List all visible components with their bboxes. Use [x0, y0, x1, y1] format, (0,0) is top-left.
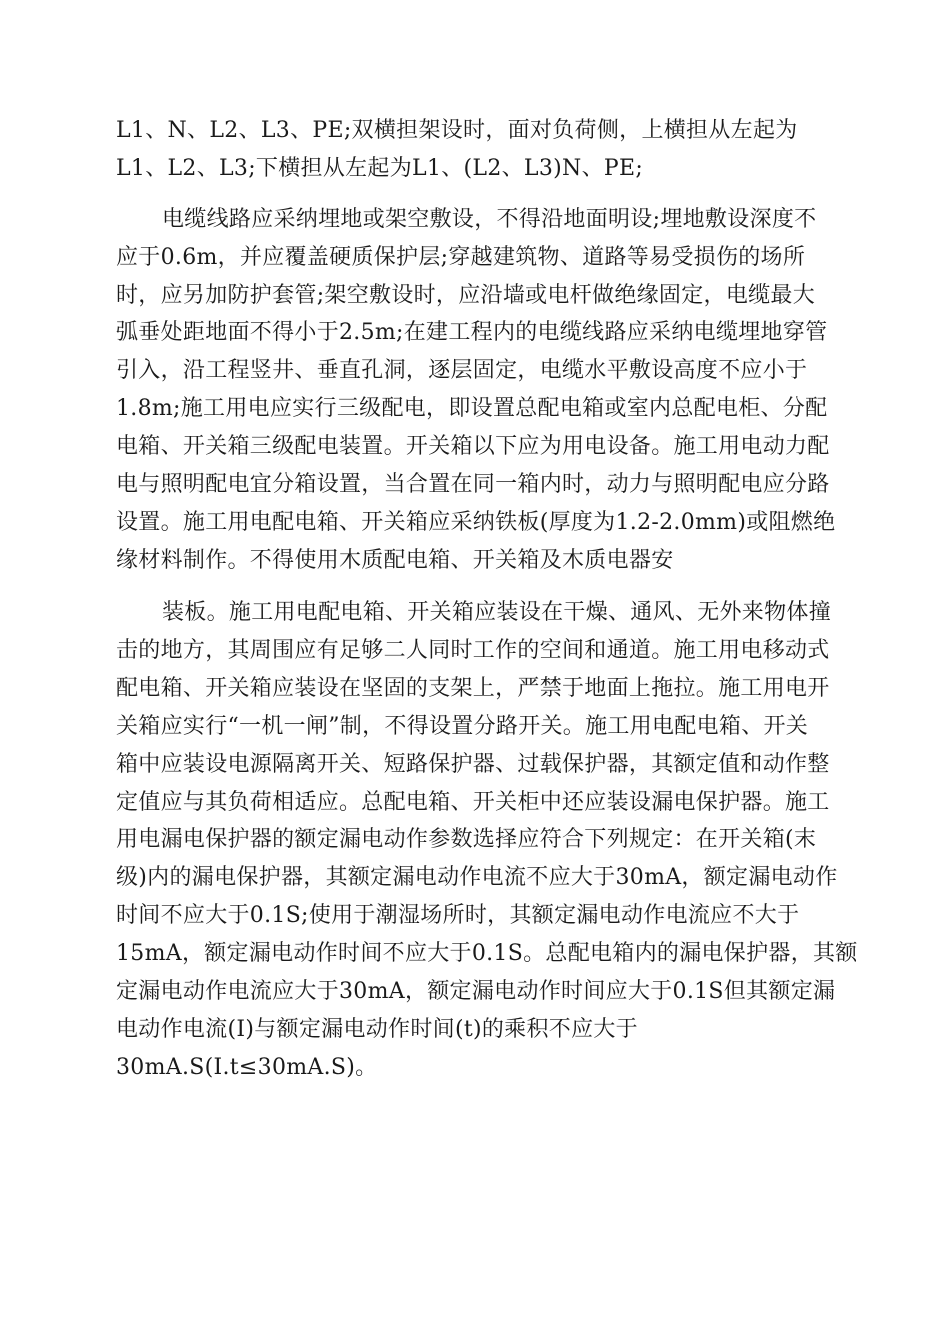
- text-line: 级)内的漏电保护器，其额定漏电动作电流不应大于30mA，额定漏电动作: [116, 865, 838, 890]
- text-line: 时，应另加防护套管;架空敷设时，应沿墙或电杆做绝缘固定，电缆最大: [116, 283, 816, 308]
- text-line: 电缆线路应采纳埋地或架空敷设，不得沿地面明设;埋地敷设深度不: [162, 207, 817, 232]
- text-line: 设置。施工用电配电箱、开关箱应采纳铁板(厚度为1.2-2.0mm)或阻燃绝: [116, 510, 836, 535]
- text-line: 1.8m;施工用电应实行三级配电，即设置总配电箱或室内总配电柜、分配: [116, 396, 828, 421]
- text-line: L1、N、L2、L3、PE;双横担架设时，面对负荷侧，上横担从左起为: [116, 118, 798, 143]
- text-line: 15mA，额定漏电动作时间不应大于0.1S。总配电箱内的漏电保护器，其额: [116, 941, 858, 966]
- text-line: 30mA.S(I.t≤30mA.S)。: [116, 1055, 378, 1080]
- text-line: 关箱应实行“一机一闸”制，不得设置分路开关。施工用电配电箱、开关: [116, 714, 809, 739]
- text-line: 应于0.6m，并应覆盖硬质保护层;穿越建筑物、道路等易受损伤的场所: [116, 245, 806, 270]
- text-line: 电动作电流(I)与额定漏电动作时间(t)的乘积不应大于: [116, 1017, 638, 1042]
- text-line: 缘材料制作。不得使用木质配电箱、开关箱及木质电器安: [116, 548, 674, 573]
- text-line: 用电漏电保护器的额定漏电动作参数选择应符合下列规定：在开关箱(末: [116, 827, 817, 852]
- text-line: 电与照明配电宜分箱设置，当合置在同一箱内时，动力与照明配电应分路: [116, 472, 830, 497]
- text-line: 箱中应装设电源隔离开关、短路保护器、过载保护器，其额定值和动作整: [116, 752, 830, 777]
- text-line: L1、L2、L3;下横担从左起为L1、(L2、L3)N、PE;: [116, 156, 644, 181]
- text-line: 定值应与其负荷相适应。总配电箱、开关柜中还应装设漏电保护器。施工: [116, 790, 830, 815]
- text-line: 击的地方，其周围应有足够二人同时工作的空间和通道。施工用电移动式: [116, 638, 830, 663]
- text-line: 装板。施工用电配电箱、开关箱应装设在干燥、通风、无外来物体撞: [162, 600, 832, 625]
- text-line: 时间不应大于0.1S;使用于潮湿场所时，其额定漏电动作电流应不大于: [116, 903, 800, 928]
- text-line: 引入，沿工程竖井、垂直孔洞，逐层固定，电缆水平敷设高度不应小于: [116, 358, 808, 383]
- text-line: 电箱、开关箱三级配电装置。开关箱以下应为用电设备。施工用电动力配: [116, 434, 830, 459]
- text-line: 配电箱、开关箱应装设在坚固的支架上，严禁于地面上拖拉。施工用电开: [116, 676, 830, 701]
- text-line: 弧垂处距地面不得小于2.5m;在建工程内的电缆线路应采纳电缆埋地穿管: [116, 320, 828, 345]
- text-line: 定漏电动作电流应大于30mA，额定漏电动作时间应大于0.1S但其额定漏: [116, 979, 836, 1004]
